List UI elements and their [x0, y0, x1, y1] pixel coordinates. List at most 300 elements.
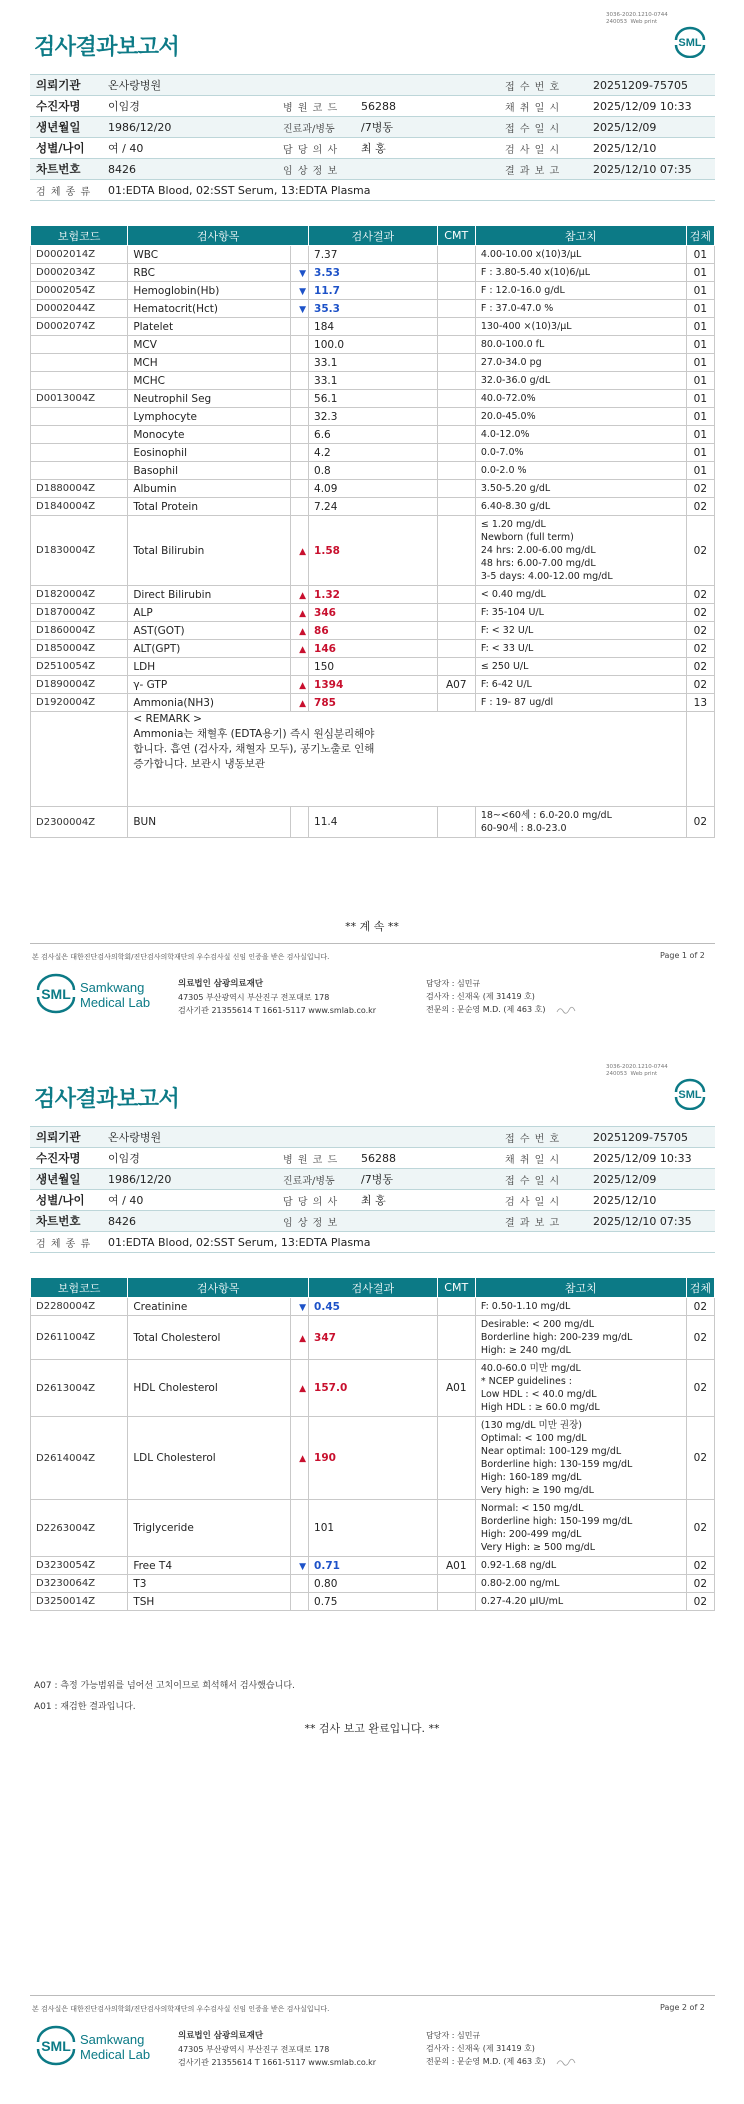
page-number: Page 2 of 2 [660, 2003, 705, 2012]
samkwang-brand [80, 2032, 150, 2062]
page-number: Page 1 of 2 [660, 951, 705, 960]
results-table-page-2 [30, 1277, 715, 1611]
reference-range [475, 807, 686, 838]
test-name: Albumin [128, 480, 290, 498]
specimen-code: 01 [686, 462, 714, 480]
reference-line: 130-400 ×(10)3/μL [480, 321, 572, 332]
brand-line-2: Medical Lab [80, 995, 151, 1010]
hospital-code-value: 56288 [355, 96, 499, 117]
dept-value: /7병동 [355, 117, 499, 138]
table-row [31, 1557, 715, 1575]
col-cmt: CMT [437, 226, 475, 246]
reference-line: F: < 32 U/L [480, 625, 534, 636]
test-name: Basophil [128, 462, 290, 480]
reference-line: High: 160-189 mg/dL [480, 1472, 582, 1483]
flag-cell [290, 516, 309, 586]
test-name: T3 [128, 1575, 290, 1593]
flag-cell [290, 480, 309, 498]
test-code: D2300004Z [31, 807, 128, 838]
table-row [31, 1593, 715, 1611]
test-result: 33.1 [309, 372, 438, 390]
report-complete-note: ** 검사 보고 완료입니다. ** [304, 1722, 440, 1735]
test-result: 0.75 [309, 1593, 438, 1611]
cert-text: 본 검사실은 대한진단검사의학회/진단검사의학재단의 우수검사실 신임 인증을 받은 검사실입니다. [32, 2005, 330, 2013]
reference-range [475, 604, 686, 622]
sex-age-value: 여 / 40 [102, 1190, 277, 1211]
test-name: MCHC [128, 372, 290, 390]
specialist: 전문의 : 문순영 M.D. (제 463 호) [426, 2057, 546, 2066]
brand-line-1: Samkwang [80, 2032, 145, 2047]
test-cmt [437, 1298, 475, 1316]
test-code: D3250014Z [31, 1593, 128, 1611]
reference-range [475, 354, 686, 372]
collect-value: 2025/12/09 10:33 [587, 1148, 715, 1169]
table-row [31, 264, 715, 282]
test-code [31, 426, 128, 444]
patient-label: 수진자명 [30, 96, 102, 117]
test-code: D0002074Z [31, 318, 128, 336]
institution-label: 의뢰기관 [30, 1127, 102, 1148]
test-cmt [437, 282, 475, 300]
reference-line: Optimal: < 100 mg/dL [480, 1433, 587, 1444]
reference-range [475, 498, 686, 516]
reference-line: 4.0-12.0% [480, 429, 530, 440]
reference-range [475, 676, 686, 694]
table-row [31, 622, 715, 640]
clinical-value [355, 1211, 499, 1232]
test-name: ALP [128, 604, 290, 622]
flag-cell [290, 1557, 309, 1575]
test-code: D1890004Z [31, 676, 128, 694]
patient-info-table [30, 1126, 715, 1253]
test-cmt [437, 586, 475, 604]
test-result: 11.7 [309, 282, 438, 300]
test-cmt [437, 318, 475, 336]
test-cmt [437, 444, 475, 462]
high-flag-icon: ▲ [299, 644, 307, 655]
receipt-date-label: 접 수 일 시 [499, 1169, 587, 1190]
reference-line: F: 35-104 U/L [480, 607, 544, 618]
test-name: AST(GOT) [128, 622, 290, 640]
test-cmt [437, 336, 475, 354]
table-row [31, 658, 715, 676]
test-cmt [437, 1593, 475, 1611]
manager: 담당자 : 심민규 [426, 2031, 481, 2040]
report-date-label: 결 과 보 고 [499, 159, 587, 180]
reference-line: < 0.40 mg/dL [480, 589, 546, 600]
test-name: ALT(GPT) [128, 640, 290, 658]
flag-cell [290, 372, 309, 390]
flag-cell [290, 622, 309, 640]
receipt-date-value: 2025/12/09 [587, 1169, 715, 1190]
signature-icon [555, 2057, 579, 2067]
test-cmt [437, 622, 475, 640]
receipt-no-value: 20251209-75705 [587, 1127, 715, 1148]
test-result: 100.0 [309, 336, 438, 354]
table-row [31, 462, 715, 480]
test-code: D2510054Z [31, 658, 128, 676]
test-result: 7.37 [309, 246, 438, 264]
manager: 담당자 : 심민규 [426, 979, 481, 988]
reference-range [475, 390, 686, 408]
reference-line: F : 3.80-5.40 x(10)6/μL [480, 267, 591, 278]
test-code: D0002054Z [31, 282, 128, 300]
reference-line: Very High: ≥ 500 mg/dL [480, 1542, 595, 1553]
test-result: 785 [309, 694, 438, 712]
test-name: Triglyceride [128, 1500, 290, 1557]
results-header-row [31, 1278, 715, 1298]
test-cmt [437, 1575, 475, 1593]
table-row [31, 300, 715, 318]
reference-range [475, 622, 686, 640]
reference-line: 3.50-5.20 g/dL [480, 483, 551, 494]
test-result: 6.6 [309, 426, 438, 444]
flag-cell [290, 586, 309, 604]
receipt-date-value: 2025/12/09 [587, 117, 715, 138]
test-result: 3.53 [309, 264, 438, 282]
test-cmt [437, 694, 475, 712]
continue-note: ** 계 속 ** [345, 920, 399, 933]
test-result: 86 [309, 622, 438, 640]
test-name: Total Cholesterol [128, 1316, 290, 1360]
reference-range [475, 1298, 686, 1316]
clinical-value [355, 159, 499, 180]
test-result: 0.45 [309, 1298, 438, 1316]
test-code: D1920004Z [31, 694, 128, 712]
hospital-code-value: 56288 [355, 1148, 499, 1169]
reference-line: F: 0.50-1.10 mg/dL [480, 1301, 571, 1312]
flag-cell [290, 694, 309, 712]
test-name: MCV [128, 336, 290, 354]
flag-cell [290, 604, 309, 622]
flag-cell [290, 1316, 309, 1360]
low-flag-icon: ▼ [299, 268, 307, 279]
table-row [31, 807, 715, 838]
reference-range [475, 282, 686, 300]
specimen-code: 02 [686, 658, 714, 676]
table-row [31, 444, 715, 462]
flag-cell [290, 264, 309, 282]
test-name: Hemoglobin(Hb) [128, 282, 290, 300]
table-row [31, 498, 715, 516]
reference-line: F : 12.0-16.0 g/dL [480, 285, 565, 296]
specimen-code: 02 [686, 604, 714, 622]
test-code: D2611004Z [31, 1316, 128, 1360]
test-code [31, 354, 128, 372]
remark-code-cell [31, 712, 128, 807]
col-code: 보험코드 [31, 1278, 128, 1298]
specimen-value: 01:EDTA Blood, 02:SST Serum, 13:EDTA Plasma [102, 180, 715, 201]
reference-range [475, 1500, 686, 1557]
reference-line: 0.92-1.68 ng/dL [480, 1560, 557, 1571]
table-row [31, 604, 715, 622]
sml-logo-icon [672, 26, 708, 58]
flag-cell [290, 1417, 309, 1500]
test-cmt: A07 [437, 676, 475, 694]
flag-cell [290, 640, 309, 658]
test-cmt: A01 [437, 1557, 475, 1575]
reference-line: Near optimal: 100-129 mg/dL [480, 1446, 622, 1457]
test-code: D1870004Z [31, 604, 128, 622]
specimen-code: 02 [686, 1360, 714, 1417]
flag-cell [290, 318, 309, 336]
test-code [31, 336, 128, 354]
staff-info [426, 977, 579, 1016]
high-flag-icon: ▲ [299, 608, 307, 619]
specimen-code: 02 [686, 1557, 714, 1575]
flag-cell [290, 282, 309, 300]
test-name: Free T4 [128, 1557, 290, 1575]
test-cmt [437, 408, 475, 426]
specimen-code: 02 [686, 1575, 714, 1593]
test-name: Total Bilirubin [128, 516, 290, 586]
flag-cell [290, 1500, 309, 1557]
table-row [31, 676, 715, 694]
remark-line: < REMARK > [133, 713, 202, 725]
results-table-page-1 [30, 225, 715, 838]
high-flag-icon: ▲ [299, 1454, 307, 1464]
test-cmt [437, 604, 475, 622]
reference-line: ≤ 1.20 mg/dL [480, 519, 546, 530]
flag-cell [290, 1575, 309, 1593]
test-name: Platelet [128, 318, 290, 336]
brand-line-2: Medical Lab [80, 2047, 151, 2062]
specimen-value: 01:EDTA Blood, 02:SST Serum, 13:EDTA Plasma [102, 1232, 715, 1253]
samkwang-brand [80, 980, 150, 1010]
specimen-code: 01 [686, 336, 714, 354]
svg-text:SML: SML [678, 1089, 702, 1101]
test-name: MCH [128, 354, 290, 372]
sex-age-value: 여 / 40 [102, 138, 277, 159]
flag-cell [290, 462, 309, 480]
test-result: 32.3 [309, 408, 438, 426]
test-name: Monocyte [128, 426, 290, 444]
reference-line: 6.40-8.30 g/dL [480, 501, 551, 512]
reference-range [475, 516, 686, 586]
test-name: LDL Cholesterol [128, 1417, 290, 1500]
note-a01: A01 : 재검한 결과입니다. [34, 1702, 136, 1712]
test-code: D0013004Z [31, 390, 128, 408]
test-code: D1850004Z [31, 640, 128, 658]
specimen-code: 02 [686, 498, 714, 516]
test-cmt [437, 390, 475, 408]
reference-line: Borderline high: 200-239 mg/dL [480, 1332, 633, 1343]
table-row [31, 640, 715, 658]
high-flag-icon: ▲ [299, 698, 307, 709]
specimen-code: 02 [686, 676, 714, 694]
test-name: HDL Cholesterol [128, 1360, 290, 1417]
table-row [31, 408, 715, 426]
birth-value: 1986/12/20 [102, 1169, 277, 1190]
test-code: D1840004Z [31, 498, 128, 516]
specimen-code: 01 [686, 408, 714, 426]
reference-line: High: 200-499 mg/dL [480, 1529, 582, 1540]
table-row [31, 1500, 715, 1557]
test-cmt: A01 [437, 1360, 475, 1417]
reference-range [475, 264, 686, 282]
test-name: Neutrophil Seg [128, 390, 290, 408]
high-flag-icon: ▲ [299, 1384, 307, 1394]
patient-value: 이임경 [102, 1148, 277, 1169]
specimen-code: 02 [686, 1298, 714, 1316]
test-cmt [437, 426, 475, 444]
remark-text [128, 712, 686, 807]
specimen-code: 02 [686, 1316, 714, 1360]
reference-line: High: ≥ 240 mg/dL [480, 1345, 571, 1356]
flag-cell [290, 1360, 309, 1417]
test-cmt [437, 264, 475, 282]
report-title: 검사결과보고서 [34, 1087, 180, 1112]
receipt-no-value: 20251209-75705 [587, 75, 715, 96]
chart-label: 차트번호 [30, 159, 102, 180]
receipt-date-label: 접 수 일 시 [499, 117, 587, 138]
specimen-code: 02 [686, 516, 714, 586]
remark-spec-cell [686, 712, 714, 807]
test-result: 33.1 [309, 354, 438, 372]
table-row [31, 1360, 715, 1417]
low-flag-icon: ▼ [299, 304, 307, 315]
low-flag-icon: ▼ [299, 286, 307, 297]
table-row [31, 694, 715, 712]
doctor-label: 담 당 의 사 [277, 138, 355, 159]
specimen-code: 02 [686, 1593, 714, 1611]
test-date-value: 2025/12/10 [587, 138, 715, 159]
flag-cell [290, 658, 309, 676]
reference-range [475, 1417, 686, 1500]
reference-range [475, 444, 686, 462]
high-flag-icon: ▲ [299, 546, 307, 557]
test-name: BUN [128, 807, 290, 838]
flag-cell [290, 390, 309, 408]
test-result: 346 [309, 604, 438, 622]
specimen-code: 02 [686, 640, 714, 658]
header-code: 3036-2020.1210-0744 240053 Web print [606, 1064, 668, 1077]
birth-label: 생년월일 [30, 117, 102, 138]
table-row [31, 480, 715, 498]
flag-cell [290, 444, 309, 462]
specimen-code: 02 [686, 622, 714, 640]
col-cmt: CMT [437, 1278, 475, 1298]
test-code: D0002044Z [31, 300, 128, 318]
test-name: RBC [128, 264, 290, 282]
test-code [31, 444, 128, 462]
svg-text:SML: SML [41, 2038, 71, 2054]
reference-range [475, 336, 686, 354]
reference-line: Newborn (full term) [480, 532, 574, 543]
specimen-code: 13 [686, 694, 714, 712]
header-code: 3036-2020.1210-0744 240053 Web print [606, 12, 668, 25]
remark-row [31, 712, 715, 807]
table-row [31, 318, 715, 336]
dept-label: 진료과/병동 [277, 1169, 355, 1190]
flag-cell [290, 336, 309, 354]
low-flag-icon: ▼ [299, 1561, 307, 1572]
test-code: D1880004Z [31, 480, 128, 498]
table-row [31, 586, 715, 604]
reference-range [475, 1575, 686, 1593]
specimen-code: 01 [686, 300, 714, 318]
reference-range [475, 318, 686, 336]
reference-line: 0.0-2.0 % [480, 465, 527, 476]
chart-value: 8426 [102, 1211, 277, 1232]
test-name: LDH [128, 658, 290, 676]
org-address: 47305 부산광역시 부산진구 전포대로 178 [178, 993, 330, 1002]
org-name: 의료법인 삼광의료재단 [178, 2031, 264, 2041]
sml-logo-icon [672, 1078, 708, 1110]
specimen-code: 01 [686, 246, 714, 264]
flag-cell [290, 426, 309, 444]
report-date-label: 결 과 보 고 [499, 1211, 587, 1232]
reference-line: F: < 33 U/L [480, 643, 534, 654]
test-result: 146 [309, 640, 438, 658]
test-name: Eosinophil [128, 444, 290, 462]
institution-value: 온사랑병원 [102, 75, 499, 96]
reference-range [475, 640, 686, 658]
reference-range [475, 426, 686, 444]
reference-line: 24 hrs: 2.00-6.00 mg/dL [480, 545, 596, 556]
flag-cell [290, 1593, 309, 1611]
col-result: 검사결과 [309, 226, 438, 246]
reference-line: 0.0-7.0% [480, 447, 524, 458]
hospital-code-label: 병 원 코 드 [277, 96, 355, 117]
test-date-label: 검 사 일 시 [499, 138, 587, 159]
specimen-code: 01 [686, 444, 714, 462]
col-ref: 참고치 [475, 1278, 686, 1298]
reference-range [475, 462, 686, 480]
svg-text:SML: SML [41, 986, 71, 1002]
test-name: Hematocrit(Hct) [128, 300, 290, 318]
col-item: 검사항목 [128, 1278, 309, 1298]
test-name: WBC [128, 246, 290, 264]
org-name: 의료법인 삼광의료재단 [178, 979, 264, 989]
specimen-label: 검 체 종 류 [30, 1232, 102, 1253]
doctor-label: 담 당 의 사 [277, 1190, 355, 1211]
remark-line: 증가합니다. 보관시 냉동보관 [133, 758, 266, 770]
reference-line: Low HDL : < 40.0 mg/dL [480, 1389, 597, 1400]
test-name: TSH [128, 1593, 290, 1611]
reference-line: 60-90세 : 8.0-23.0 [480, 823, 567, 834]
signature-icon [555, 1005, 579, 1015]
test-code: D2614004Z [31, 1417, 128, 1500]
test-code: D1820004Z [31, 586, 128, 604]
report-date-value: 2025/12/10 07:35 [587, 1211, 715, 1232]
flag-cell [290, 300, 309, 318]
tester: 검사자 : 신재욱 (제 31419 호) [426, 2044, 535, 2053]
collect-label: 채 취 일 시 [499, 96, 587, 117]
reference-range [475, 246, 686, 264]
reference-line: 20.0-45.0% [480, 411, 536, 422]
institution-label: 의뢰기관 [30, 75, 102, 96]
test-code: D1830004Z [31, 516, 128, 586]
tester: 검사자 : 신재욱 (제 31419 호) [426, 992, 535, 1001]
test-date-label: 검 사 일 시 [499, 1190, 587, 1211]
test-result: 0.71 [309, 1557, 438, 1575]
table-row [31, 426, 715, 444]
test-result: 150 [309, 658, 438, 676]
org-info [178, 2029, 376, 2069]
test-code: D2263004Z [31, 1500, 128, 1557]
report-page-2 [0, 1052, 744, 2104]
test-result: 0.8 [309, 462, 438, 480]
test-result: 11.4 [309, 807, 438, 838]
reference-line: Very high: ≥ 190 mg/dL [480, 1485, 594, 1496]
low-flag-icon: ▼ [299, 1302, 307, 1313]
high-flag-icon: ▲ [299, 1333, 307, 1344]
test-result: 56.1 [309, 390, 438, 408]
specimen-code: 02 [686, 586, 714, 604]
flag-cell [290, 676, 309, 694]
flag-cell [290, 246, 309, 264]
